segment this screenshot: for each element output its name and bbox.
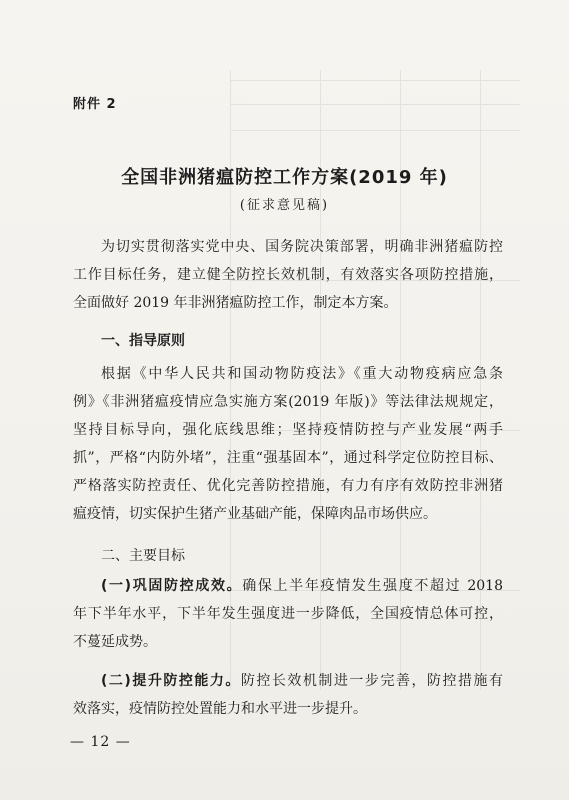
paragraph-line: 例》《非洲猪瘟疫情应急实施方案(2019 年版)》等法律法规规定， [73, 394, 503, 410]
intro-paragraph [73, 233, 503, 317]
attachment-label: 附件 2 [73, 97, 117, 112]
goal-consolidate [73, 572, 503, 656]
paragraph-line: 严格落实防控责任、优化完善防控措施，有力有序有效防控非洲猪 [73, 478, 503, 494]
page-number: — 12 — [70, 734, 131, 750]
paragraph-line: 全面做好 2019 年非洲猪瘟防控工作，制定本方案。 [73, 295, 398, 311]
paragraph-line [73, 572, 503, 600]
goal-lead: (一)巩固防控成效。 [101, 578, 243, 594]
paragraph-line: 坚持目标导向，强化底线思维；坚持疫情防控与产业发展“两手 [73, 422, 503, 438]
principles-paragraph [73, 360, 503, 528]
goal-text: 防控长效机制进一步完善，防控措施有 [240, 673, 503, 689]
paragraph-line: 瘟疫情，切实保护生猪产业基础产能，保障肉品市场供应。 [73, 506, 437, 522]
goal-lead: (二)提升防控能力。 [101, 673, 241, 689]
section-heading-principles: 一、指导原则 [101, 333, 185, 349]
paragraph-line: 不蔓延成势。 [73, 634, 157, 650]
paragraph-line: 抓”，严格“内防外堵”，注重“强基固本”，通过科学定位防控目标、 [73, 450, 503, 466]
paragraph-line: 根据《中华人民共和国动物防疫法》《重大动物疫病应急条 [101, 366, 503, 382]
paragraph-line: 效落实，疫情防控处置能力和水平进一步提升。 [73, 701, 367, 717]
paragraph-line: 年下半年水平，下半年发生强度进一步降低，全国疫情总体可控， [73, 606, 503, 622]
paragraph-line: 为切实贯彻落实党中央、国务院决策部署，明确非洲猪瘟防控 [101, 239, 503, 255]
paragraph-line: 工作目标任务，建立健全防控长效机制，有效落实各项防控措施， [73, 267, 503, 283]
paragraph-line [73, 667, 503, 695]
document-title: 全国非洲猪瘟防控工作方案(2019 年) [121, 167, 448, 188]
goal-capability [73, 667, 503, 723]
section-heading-goals: 二、主要目标 [101, 548, 185, 564]
goal-text: 确保上半年疫情发生强度不超过 2018 [242, 578, 503, 594]
document-subtitle: (征求意见稿) [239, 198, 330, 213]
